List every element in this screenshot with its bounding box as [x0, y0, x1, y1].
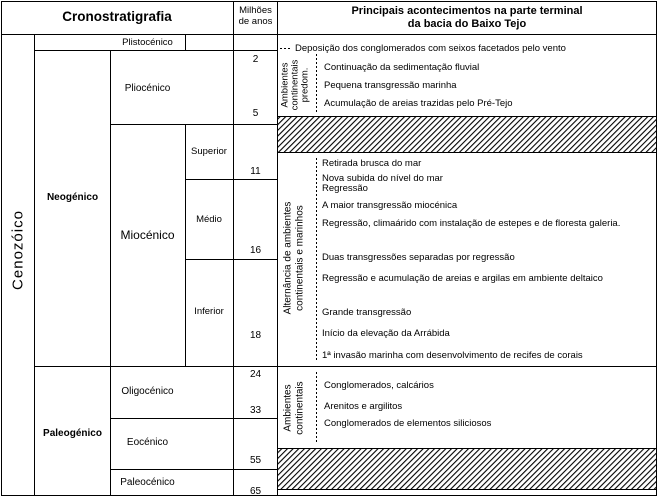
- event-miocene-7: Regressão e acumulação de areias e argilas em ambiente deltaico: [322, 273, 603, 284]
- epoch-eocene: Eocénico: [126, 437, 169, 448]
- header-ma-line1: Milhões: [239, 5, 272, 16]
- env-mio-line2: continentais e marinhos: [294, 205, 306, 311]
- subepoch-inferior: Inferior: [194, 306, 224, 317]
- event-miocene-10: 1ª invasão marinha com desenvolvimento de recifes de corais: [322, 350, 583, 361]
- epoch-miocene: Miocénico: [120, 228, 175, 242]
- event-paleogene-2: Arenitos e argilitos: [324, 401, 403, 412]
- subepoch-superior: Superior: [191, 146, 227, 157]
- event-pleistocene: Deposição dos conglomerados com seixos facetados pelo vento: [295, 43, 566, 54]
- hatched-gap-paleogene-bottom: [277, 448, 657, 489]
- env-mio-line1: Alternância de ambientes: [282, 201, 294, 315]
- event-miocene-1: Retirada brusca do mar: [322, 158, 422, 169]
- event-pliocene-3: Acumulação de areias trazidas pelo Pré-Tejo: [324, 98, 513, 109]
- event-pliocene-1: Continuação da sedimentação fluvial: [324, 62, 480, 73]
- age-5: 5: [252, 108, 259, 119]
- event-miocene-9: Início da elevação da Arrábida: [322, 328, 450, 339]
- age-55: 55: [249, 455, 262, 466]
- event-paleogene-3: Conglomerados de elementos siliciosos: [324, 418, 492, 429]
- hatched-gap-miocene-top: [277, 116, 657, 152]
- epoch-paleocene: Paleocénico: [120, 477, 175, 488]
- age-2: 2: [252, 54, 259, 65]
- epoch-pliocene: Pliocénico: [124, 83, 171, 94]
- env-paleo-line1: Ambientes: [282, 384, 294, 432]
- event-pliocene-2: Pequena transgressão marinha: [324, 80, 457, 91]
- age-65: 65: [249, 486, 262, 497]
- age-11: 11: [250, 166, 261, 177]
- subepoch-medio: Médio: [196, 214, 222, 225]
- event-miocene-3: Regressão: [322, 183, 368, 194]
- event-miocene-8: Grande transgressão: [322, 307, 412, 318]
- header-ma-line2: de anos: [238, 16, 273, 27]
- epoch-pleistocene: Plistocénico: [122, 37, 173, 48]
- event-miocene-5: Regressão, climaárido com instalação de estepes e de floresta galeria.: [322, 218, 621, 229]
- epoch-oligocene: Oligocénico: [121, 386, 174, 397]
- period-neogene: Neogénico: [46, 192, 99, 203]
- header-events-line1: Principais acontecimentos na parte terminal: [351, 5, 583, 17]
- header-events-line2: da bacia do Baixo Tejo: [407, 18, 527, 30]
- age-16: 16: [249, 245, 262, 256]
- age-24: 24: [249, 369, 262, 380]
- event-paleogene-1: Conglomerados, calcários: [324, 380, 434, 391]
- event-miocene-6: Duas transgressões separadas por regressão: [322, 252, 515, 263]
- env-plio-line2: continentais: [289, 59, 301, 111]
- age-18: 18: [249, 330, 262, 341]
- period-paleogene: Paleogénico: [43, 428, 102, 439]
- env-paleo-line2: continentais: [294, 381, 306, 435]
- header-cronostratigrafia: Cronostratigrafia: [62, 9, 172, 24]
- env-plio-line3: predom.: [299, 67, 311, 103]
- age-33: 33: [249, 405, 262, 416]
- event-miocene-4: A maior transgressão miocénica: [322, 200, 458, 211]
- event-miocene-2: Nova subida do nível do mar: [322, 173, 443, 184]
- eon-cenozoico: Cenozóico: [9, 210, 27, 290]
- env-plio-line1: Ambientes: [279, 62, 291, 108]
